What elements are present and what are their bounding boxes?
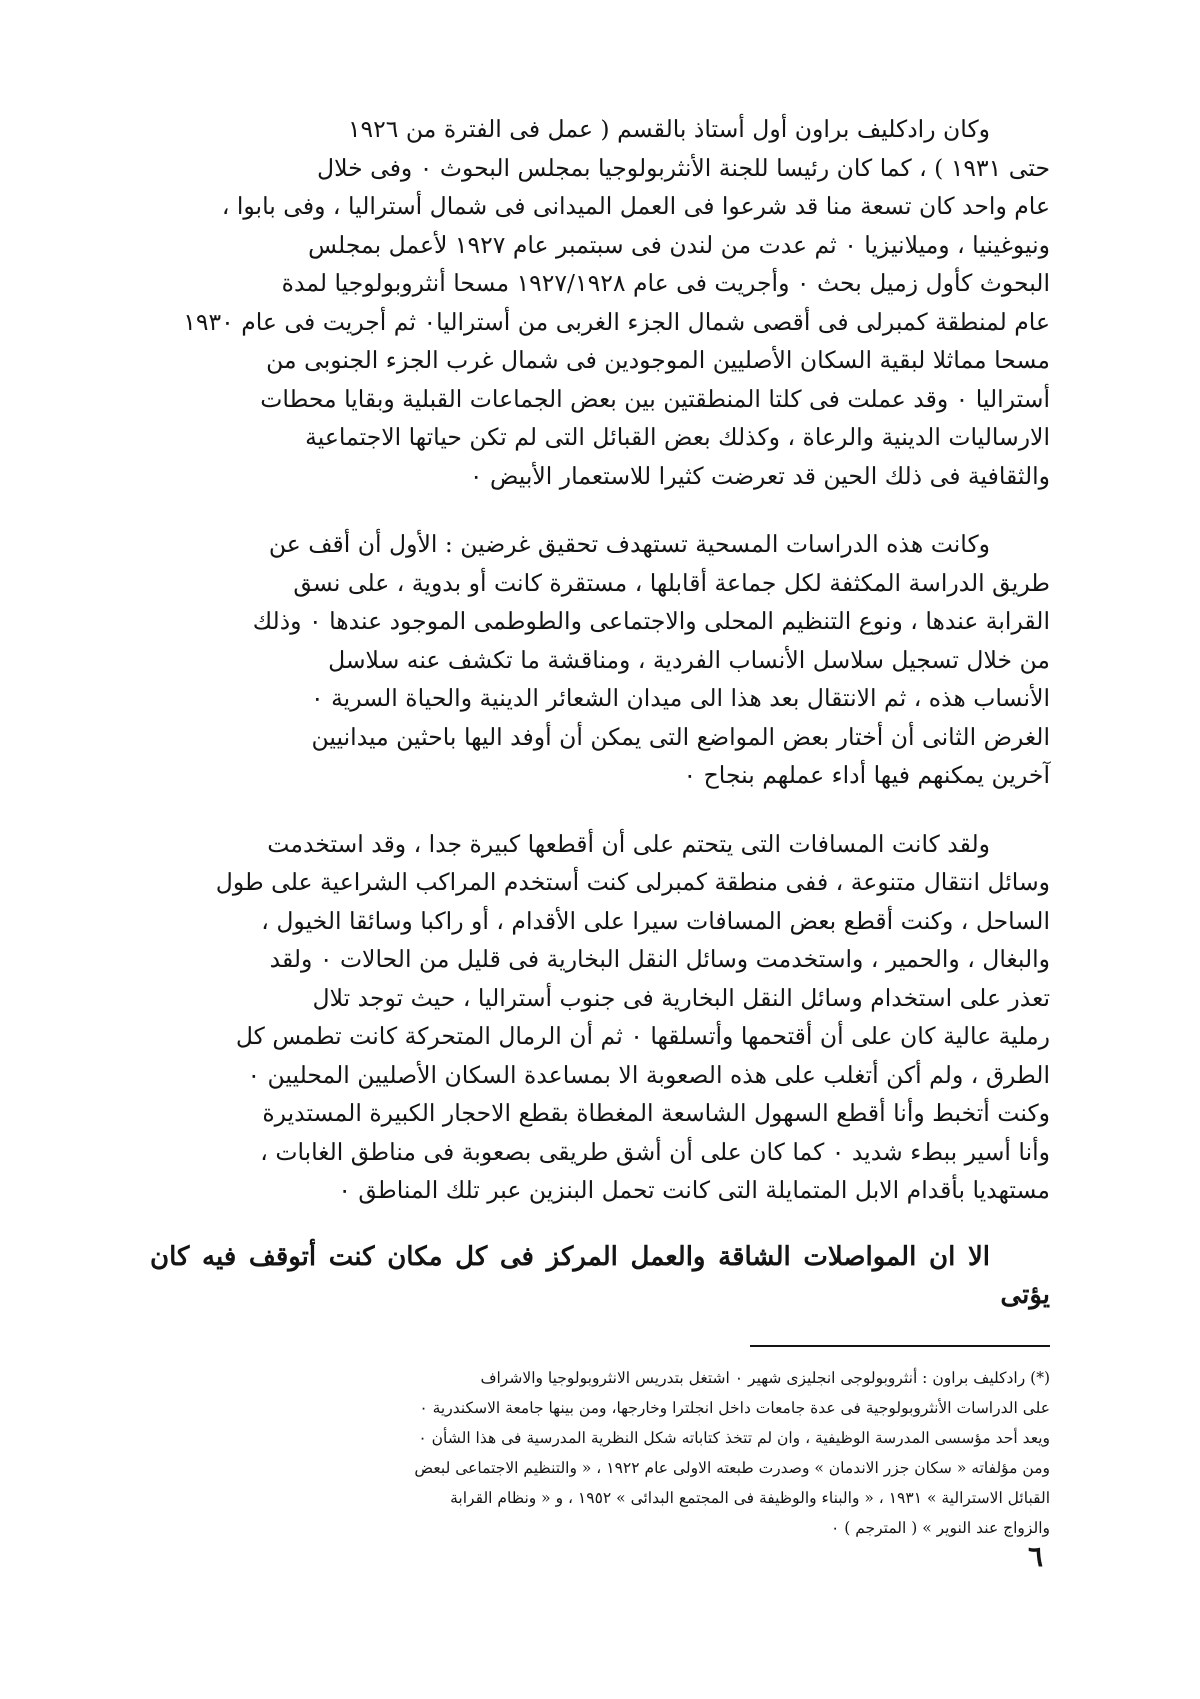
text-line: آخرين يمكنهم فيها أداء عملهم بنجاح ٠ (683, 761, 1050, 789)
text-line: الأنساب هذه ، ثم الانتقال بعد هذا الى ميدان الشعائر الدينية والحياة السرية ٠ (310, 684, 1050, 712)
continued-text-line: الا ان المواصلات الشاقة والعمل المركز فى كل مكان كنت أتوقف فيه كان يؤتى (150, 1241, 1050, 1310)
paragraph-2 (150, 525, 1050, 795)
text-line: من خلال تسجيل سلاسل الأنساب الفردية ، ومناقشة ما تكشف عنه سلاسل (328, 645, 1050, 674)
text-line: الساحل ، وكنت أقطع بعض المسافات سيرا على الأقدام ، أو راكبا وسائقا الخيول ، (261, 906, 1050, 935)
text-line: عام لمنطقة كمبرلى فى أقصى شمال الجزء الغربى من أستراليا٠ ثم أجريت فى عام ١٩٣٠ (183, 307, 1050, 336)
text-line: وسائل انتقال متنوعة ، ففى منطقة كمبرلى كنت أستخدم المراكب الشراعية على طول (215, 868, 1050, 896)
text-line: وكان رادكليف براون أول أستاذ بالقسم ( عمل فى الفترة من ١٩٢٦ (347, 115, 990, 143)
footnote-line: ومن مؤلفاته « سكان جزر الاندمان » وصدرت طبعته الاولى عام ١٩٢٢ ، « والتنظيم الاجتماعى لبعض (414, 1458, 1050, 1477)
paragraph-4 (150, 1238, 1050, 1315)
text-line: والبغال ، والحمير ، واستخدمت وسائل النقل البخارية فى قليل من الحالات ٠ ولقد (269, 945, 1050, 973)
text-line: الغرض الثانى أن أختار بعض المواضع التى يمكن أن أوفد اليها باحثين ميدانيين (311, 722, 1050, 751)
footnote-divider (750, 1345, 1050, 1347)
text-line: طريق الدراسة المكثفة لكل جماعة أقابلها ، مستقرة كانت أو بدوية ، على نسق (293, 568, 1050, 597)
text-line: الطرق ، ولم أكن أتغلب على هذه الصعوبة الا بمساعدة السكان الأصليين المحليين ٠ (247, 1060, 1050, 1089)
text-line: مسحا مماثلا لبقية السكان الأصليين الموجودين فى شمال غرب الجزء الجنوبى من (266, 346, 1050, 374)
paragraph-3 (150, 825, 1050, 1210)
text-line: تعذر على استخدام وسائل النقل البخارية فى جنوب أستراليا ، حيث توجد تلال (312, 983, 1050, 1012)
text-line: وكنت أتخبط وأنا أقطع السهول الشاسعة المغطاة بقطع الاحجار الكبيرة المستديرة (262, 1099, 1050, 1127)
text-line: أستراليا ٠ وقد عملت فى كلتا المنطقتين بين بعض الجماعات القبلية وبقايا محطات (260, 384, 1050, 413)
text-line: عام واحد كان تسعة منا قد شرعوا فى العمل الميدانى فى شمال أستراليا ، وفى بابوا ، (221, 192, 1050, 220)
page-number: ٦ (1028, 1540, 1044, 1573)
footnote-line: القبائل الاسترالية » ١٩٣١ ، « والبناء والوظيفة فى المجتمع البدائى » ١٩٥٢ ، و « ونظام القرابة (450, 1488, 1050, 1507)
text-line: ونيوغينيا ، وميلانيزيا ٠ ثم عدت من لندن فى سبتمبر عام ١٩٢٧ لأعمل بمجلس (308, 230, 1050, 259)
footnote-block (150, 1363, 1050, 1543)
text-line: القرابة عندها ، ونوع التنظيم المحلى والاجتماعى والطوطمى الموجود عندها ٠ وذلك (252, 607, 1050, 635)
footnote-line: والزواج عند النوير » ( المترجم ) ٠ (830, 1518, 1050, 1537)
text-line: والثقافية فى ذلك الحين قد تعرضت كثيرا للاستعمار الأبيض ٠ (469, 461, 1050, 490)
footnote-line: (*) رادكليف براون : أنثروبولوجى انجليزى شهير ٠ اشتغل بتدريس الانثروبولوجيا والاشراف (480, 1368, 1050, 1387)
text-line: البحوث كأول زميل بحث ٠ وأجريت فى عام ١٩٢٧/١٩٢٨ مسحا أنثروبولوجيا لمدة (281, 269, 1050, 297)
footnote-line: على الدراسات الأنثروبولوجية فى عدة جامعات داخل انجلترا وخارجها، ومن بينها جامعة الاسكندرية ٠ (419, 1398, 1050, 1417)
text-line: رملية عالية كان على أن أقتحمها وأتسلقها ٠ ثم أن الرمال المتحركة كانت تطمس كل (235, 1022, 1050, 1050)
text-line: مستهديا بأقدام الابل المتمايلة التى كانت تحمل البنزين عبر تلك المناطق ٠ (338, 1176, 1050, 1204)
footnote-line: ويعد أحد مؤسسى المدرسة الوظيفية ، وان لم تتخذ كتاباته شكل النظرية المدرسية فى هذا الشأن ٠ (418, 1428, 1050, 1447)
paragraph-1 (150, 110, 1050, 495)
text-line: الارساليات الدينية والرعاة ، وكذلك بعض القبائل التى لم تكن حياتها الاجتماعية (305, 423, 1050, 451)
text-line: حتى ١٩٣١ ) ، كما كان رئيسا للجنة الأنثربولوجيا بمجلس البحوث ٠ وفى خلال (317, 153, 1050, 182)
text-line: وأنا أسير ببطء شديد ٠ كما كان على أن أشق طريقى بصعوبة فى مناطق الغابات ، (260, 1137, 1050, 1166)
text-line: ولقد كانت المسافات التى يتحتم على أن أقطعها كبيرة جدا ، وقد استخدمت (267, 829, 990, 858)
text-line: وكانت هذه الدراسات المسحية تستهدف تحقيق غرضين : الأول أن أقف عن (268, 530, 990, 558)
